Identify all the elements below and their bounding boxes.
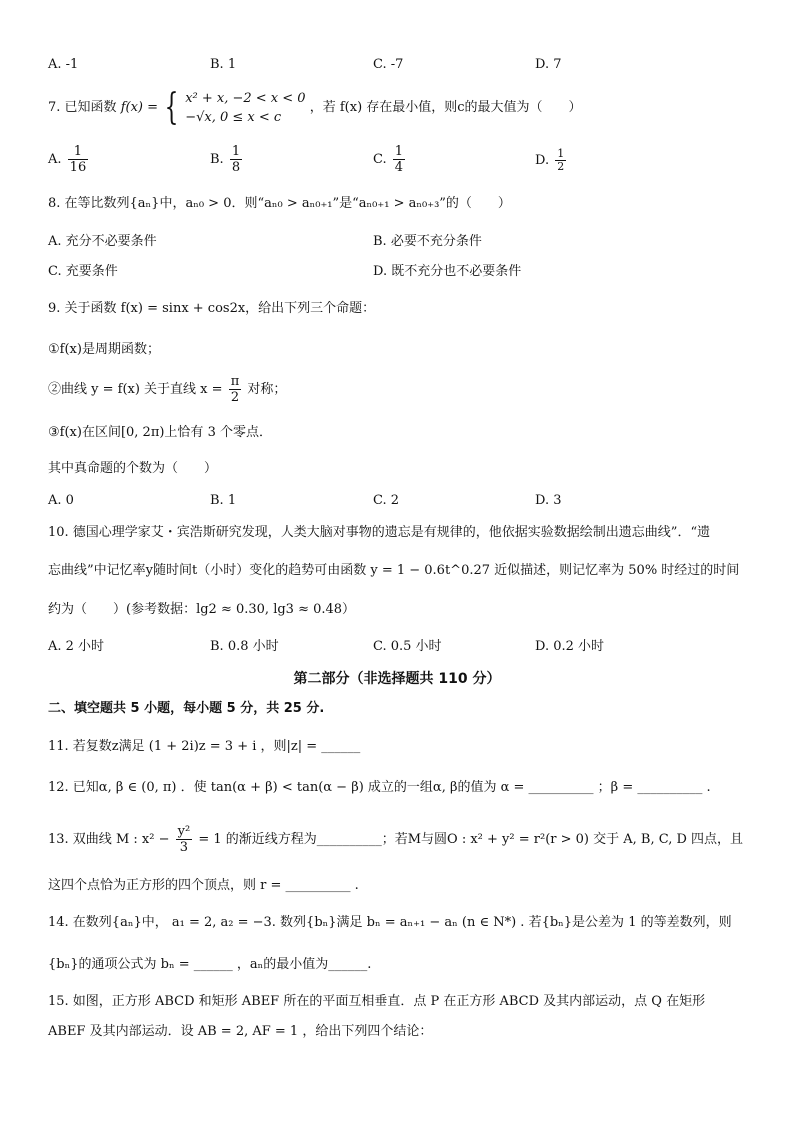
q9-ask: 其中真命题的个数为（ ）: [48, 461, 218, 476]
q9-option-b: B. 1: [210, 493, 237, 508]
q13-text-a: 13. 双曲线 M : x² −: [48, 832, 170, 847]
q9-p2-suffix: 对称；: [247, 382, 287, 397]
frac-den: 3: [179, 840, 189, 855]
q7-option-a-label: A.: [48, 152, 62, 167]
frac-num: 1: [231, 144, 241, 159]
q7-option-c: [373, 144, 407, 175]
q12: 12. 已知α, β ∈ (0, π) ．使 tan(α + β) < tan(α − β) 成立的一组α, β的值为 α = __________ ；β = __________ .: [48, 780, 711, 795]
q8-option-b: B. 必要不充分条件: [373, 234, 482, 249]
frac-den: 16: [69, 160, 87, 175]
q9-p2-text: ②曲线 y = f(x) 关于直线 x =: [48, 382, 223, 397]
q15-line1: 15. 如图，正方形 ABCD 和矩形 ABEF 所在的平面互相垂直．点 P 在正方形 ABCD 及其内部运动，点 Q 在矩形: [48, 994, 706, 1009]
q9-stem: 9. 关于函数 f(x) = sinx + cos2x，给出下列三个命题：: [48, 301, 376, 316]
frac-num: 1: [394, 144, 404, 159]
q10-option-c: C. 0.5 小时: [373, 639, 442, 654]
q14-line1: 14. 在数列{aₙ}中， a₁ = 2, a₂ = −3. 数列{bₙ}满足 bₙ = aₙ₊₁ − aₙ (n ∈ N*) . 若{bₙ}是公差为 1 的等差数列，则: [48, 915, 732, 930]
q9-option-c: C. 2: [373, 493, 400, 508]
q7-option-b: [210, 144, 244, 175]
frac-den: 4: [394, 160, 404, 175]
q13-text-b: = 1 的渐近线方程为__________；若M与圆O : x² + y² = r²(r > 0) 交于 A, B, C, D 四点，且: [198, 832, 744, 847]
q10-option-d: D. 0.2 小时: [535, 639, 605, 654]
q7-stem: [48, 88, 582, 128]
frac-den: 2: [557, 160, 565, 173]
q9-option-d: D. 3: [535, 493, 562, 508]
q7-cases: [185, 89, 305, 127]
q14-line2: {bₙ}的通项公式为 bₙ = ______ ，aₙ的最小值为______.: [48, 957, 372, 972]
q9-proposition-1: ①f(x)是周期函数；: [48, 342, 160, 357]
q7-case2: −√x, 0 ≤ x < c: [185, 109, 282, 125]
q8-stem: 8. 在等比数列{aₙ}中，aₙ₀ > 0．则“aₙ₀ > aₙ₀₊₁”是“aₙ₀₊₁ > aₙ₀₊₃”的（ ）: [48, 196, 511, 211]
q10-line3: 约为（ ）(参考数据：lg2 ≈ 0.30, lg3 ≈ 0.48）: [48, 602, 356, 617]
frac-num: y²: [177, 824, 191, 839]
q7-option-c-label: C.: [373, 152, 387, 167]
q7-option-a: [48, 144, 90, 175]
q7-suffix: ，若 f(x) 存在最小值，则c的最大值为（ ）: [309, 100, 582, 115]
q10-line2: 忘曲线”中记忆率y随时间t（小时）变化的趋势可由函数 y = 1 − 0.6t^0.27 近似描述，则记忆率为 50% 时经过的时间: [48, 563, 740, 578]
frac-den: 2: [230, 390, 240, 405]
q7-option-d-label: D.: [535, 153, 550, 168]
frac-num: π: [230, 374, 240, 389]
q11: 11. 若复数z满足 (1 + 2i)z = 3 + i ，则|z| = ______: [48, 739, 361, 754]
q13-line2: 这四个点恰为正方形的四个顶点，则 r = __________ .: [48, 878, 359, 893]
q7-option-d: [535, 148, 568, 173]
q7-func-lhs: f(x) =: [120, 100, 158, 115]
q6-option-c: C. -7: [373, 57, 404, 72]
q7-option-b-label: B.: [210, 152, 224, 167]
q10-option-b: B. 0.8 小时: [210, 639, 279, 654]
frac-den: 8: [231, 160, 241, 175]
frac-num: 1: [557, 147, 565, 160]
q13-line1: [48, 822, 743, 858]
q9-proposition-2: [48, 374, 286, 405]
q9-proposition-3: ③f(x)在区间[0, 2π)上恰有 3 个零点．: [48, 425, 272, 440]
q7-option-b-frac: [230, 144, 242, 175]
q9-option-a: A. 0: [48, 493, 74, 508]
q8-option-a: A. 充分不必要条件: [48, 234, 157, 249]
q13-frac: [176, 824, 193, 855]
q10-option-a: A. 2 小时: [48, 639, 105, 654]
q10-line1: 10. 德国心理学家艾・宾浩斯研究发现，人类大脑对事物的遗忘是有规律的，他依据实验数据绘制出遗忘曲线”．“遗: [48, 525, 711, 540]
part2-title: 第二部分（非选择题共 110 分）: [293, 671, 501, 687]
q6-option-b: B. 1: [210, 57, 237, 72]
q6-option-a: A. -1: [48, 57, 79, 72]
q8-option-d: D. 既不充分也不必要条件: [373, 264, 522, 279]
q6-option-d: D. 7: [535, 57, 562, 72]
q7-prefix: 7. 已知函数: [48, 100, 117, 115]
q7-brace: {: [164, 86, 179, 128]
q7-option-a-frac: [68, 144, 89, 175]
q7-option-c-frac: [393, 144, 405, 175]
q9-p2-frac: [229, 374, 242, 405]
frac-num: 1: [68, 144, 89, 160]
q7-option-d-frac: [555, 148, 566, 173]
q8-option-c: C. 充要条件: [48, 264, 118, 279]
q7-case1: x² + x, −2 < x < 0: [185, 90, 306, 106]
fill-heading: 二、填空题共 5 小题，每小题 5 分，共 25 分.: [48, 701, 325, 716]
q15-line2: ABEF 及其内部运动．设 AB = 2, AF = 1 ，给出下列四个结论：: [48, 1024, 433, 1039]
